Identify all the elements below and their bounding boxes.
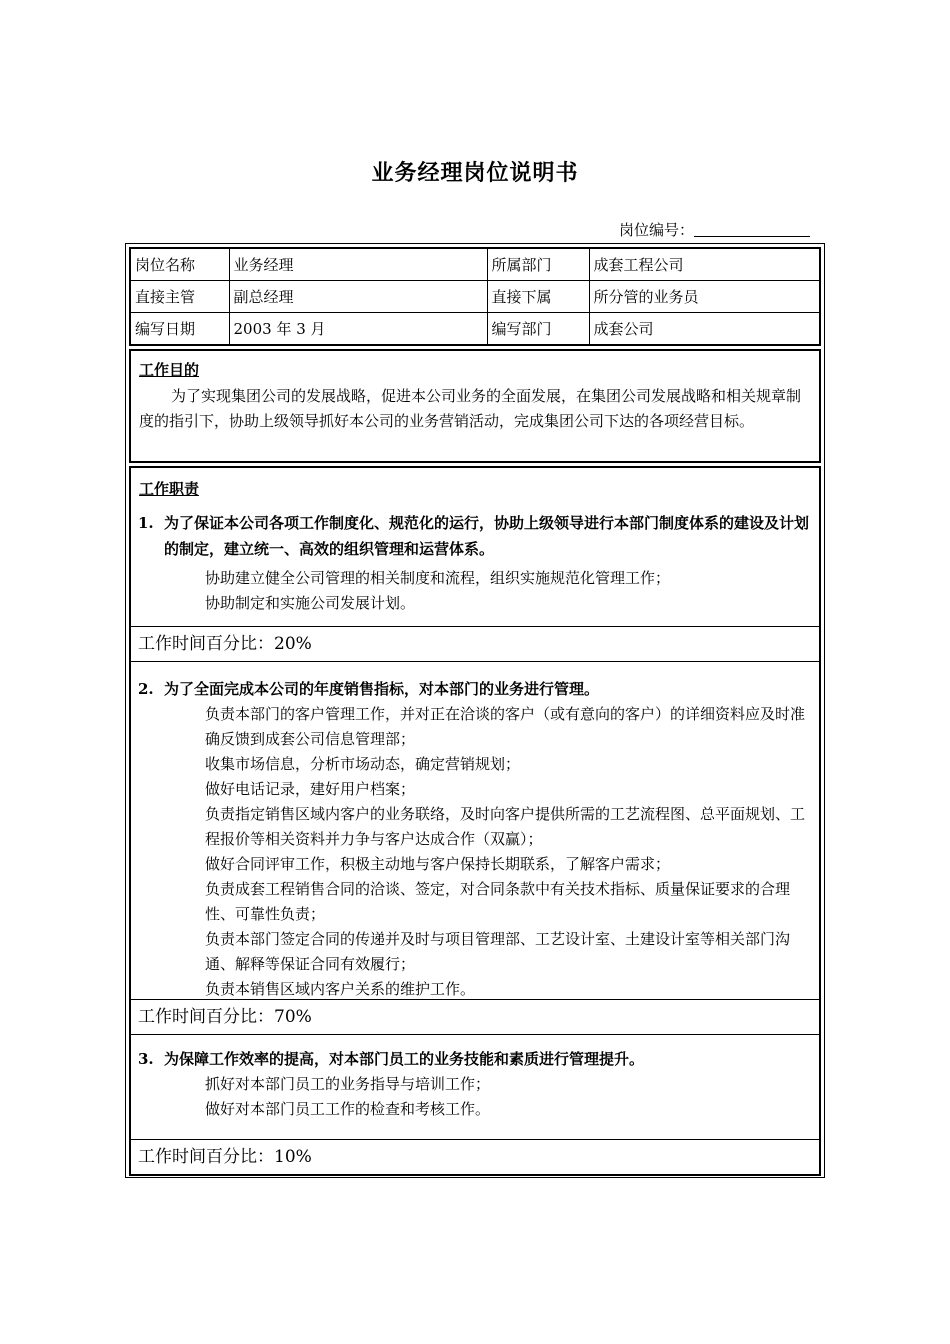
label-position-name: 岗位名称 bbox=[131, 249, 229, 280]
info-row bbox=[131, 280, 819, 312]
duty-title: 2. 为了全面完成本公司的年度销售指标，对本部门的业务进行管理。 bbox=[131, 676, 819, 702]
duty-item: 做好合同评审工作，积极主动地与客户保持长期联系，了解客户需求； bbox=[205, 855, 671, 873]
label-department: 所属部门 bbox=[487, 249, 589, 280]
duty-title: 3. 为保障工作效率的提高，对本部门员工的业务技能和素质进行管理提升。 bbox=[131, 1046, 819, 1072]
duty-block-3 bbox=[131, 1046, 819, 1122]
duty-item: 负责本部门的客户管理工作，并对正在洽谈的客户（或有意向的客户）的详细资料应及时准确反馈到成套公司信息管理部； bbox=[205, 705, 806, 748]
purpose-section bbox=[129, 349, 821, 463]
duty-item: 收集市场信息，分析市场动态，确定营销规划； bbox=[205, 755, 521, 773]
purpose-heading: 工作目的 bbox=[139, 361, 200, 379]
duty-item: 协助制定和实施公司发展计划。 bbox=[205, 594, 416, 612]
purpose-text: 为了实现集团公司的发展战略，促进本公司业务的全面发展，在集团公司发展战略和相关规章制度的指引下，协助上级领导抓好本公司的业务营销活动，完成集团公司下达的各项经营目标。 bbox=[139, 387, 802, 430]
value-supervisor: 副总经理 bbox=[229, 280, 487, 312]
duty-block-2 bbox=[131, 676, 819, 1002]
duty-number: 3. bbox=[138, 1050, 154, 1068]
duty-title: 1. 为了保证本公司各项工作制度化、规范化的运行，协助上级领导进行本部门制度体系的建设及计划的制定，建立统一、高效的组织管理和运营体系。 bbox=[131, 510, 819, 562]
duty-item: 做好对本部门员工工作的检查和考核工作。 bbox=[205, 1100, 491, 1118]
time-percent-3: 工作时间百分比：10% bbox=[131, 1139, 819, 1174]
value-subordinates: 所分管的业务员 bbox=[589, 280, 819, 312]
label-subordinates: 直接下属 bbox=[487, 280, 589, 312]
position-code-line bbox=[560, 219, 810, 240]
value-position-name: 业务经理 bbox=[229, 249, 487, 280]
info-table bbox=[131, 249, 819, 344]
label-author-dept: 编写部门 bbox=[487, 313, 589, 344]
duty-item: 负责指定销售区域内客户的业务联络，及时向客户提供所需的工艺流程图、总平面规划、工程报价等相关资料并力争与客户达成合作（双赢）； bbox=[205, 805, 806, 848]
document-title: 业务经理岗位说明书 bbox=[371, 160, 579, 186]
duty-item: 做好电话记录，建好用户档案； bbox=[205, 780, 416, 798]
duty-item: 协助建立健全公司管理的相关制度和流程，组织实施规范化管理工作； bbox=[205, 569, 671, 587]
value-department: 成套工程公司 bbox=[589, 249, 819, 280]
duty-item: 负责本部门签定合同的传递并及时与项目管理部、工艺设计室、土建设计室等相关部门沟通、解释等保证合同有效履行； bbox=[205, 930, 791, 973]
info-row bbox=[131, 249, 819, 280]
label-supervisor: 直接主管 bbox=[131, 280, 229, 312]
duties-heading: 工作职责 bbox=[139, 480, 200, 498]
value-date: 2003 年 3 月 bbox=[229, 313, 487, 344]
duty-item: 抓好对本部门员工的业务指导与培训工作； bbox=[205, 1075, 491, 1093]
time-percent-2: 工作时间百分比：70% bbox=[131, 999, 819, 1035]
duty-item: 负责成套工程销售合同的洽谈、签定，对合同条款中有关技术指标、质量保证要求的合理性、可靠性负责； bbox=[205, 880, 791, 923]
value-author-dept: 成套公司 bbox=[589, 313, 819, 344]
duty-block-1 bbox=[131, 510, 819, 616]
duty-number: 1. bbox=[138, 514, 154, 532]
time-percent-1: 工作时间百分比：20% bbox=[131, 626, 819, 662]
info-table-box bbox=[129, 247, 821, 346]
position-code-label: 岗位编号： bbox=[618, 221, 694, 239]
duty-number: 2. bbox=[138, 680, 154, 698]
label-date: 编写日期 bbox=[131, 313, 229, 344]
duties-section bbox=[129, 466, 821, 1176]
duty-item: 负责本销售区域内客户关系的维护工作。 bbox=[205, 980, 476, 998]
position-code-blank bbox=[694, 222, 810, 237]
info-row bbox=[131, 313, 819, 344]
